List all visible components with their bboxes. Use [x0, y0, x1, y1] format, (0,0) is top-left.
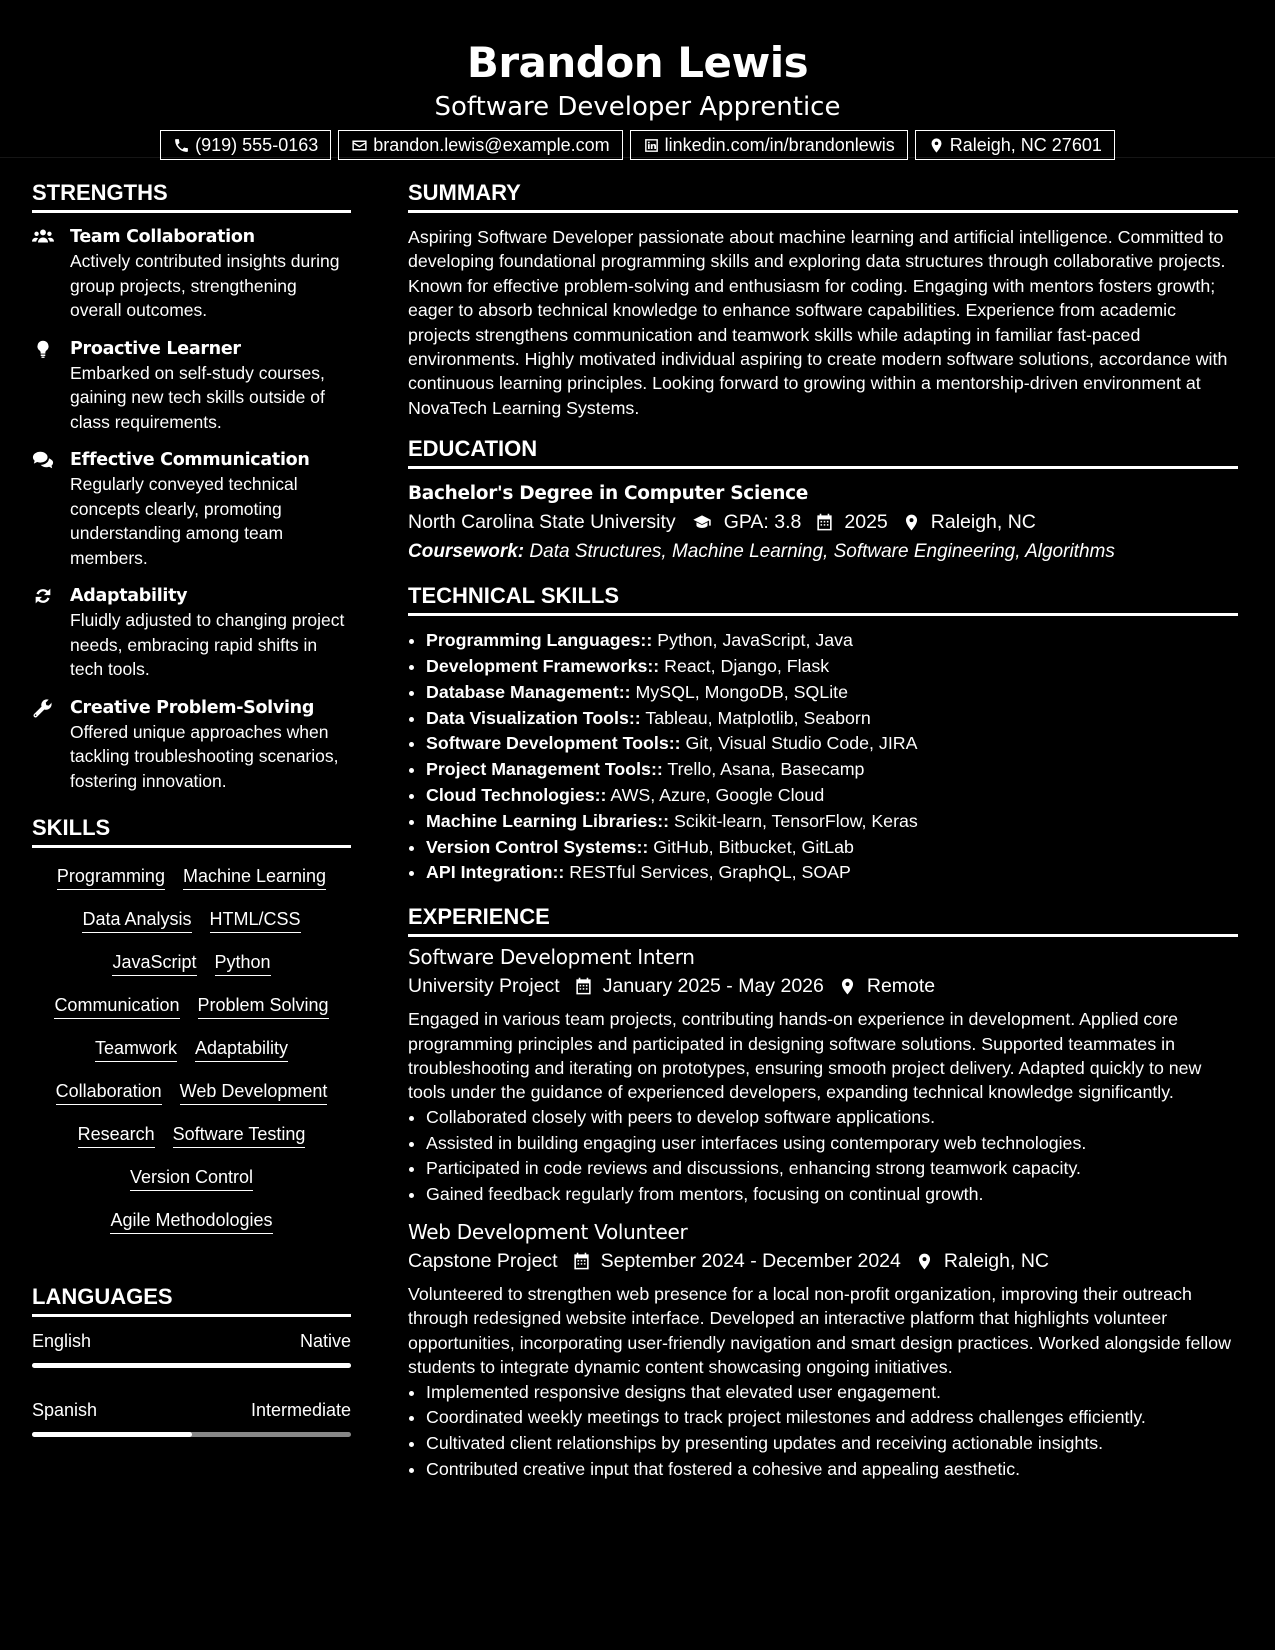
experience-item [408, 943, 1238, 1208]
technical-skills-heading: TECHNICAL SKILLS [408, 583, 1238, 616]
summary-heading: SUMMARY [408, 180, 1238, 213]
skill-tag: Data Analysis [82, 907, 191, 933]
skill-tag: Research [78, 1122, 155, 1148]
contact-bar [0, 130, 1275, 160]
tech-skill-item: • Machine Learning Libraries:: Scikit-learn, TensorFlow, Keras [426, 809, 1238, 835]
job-title: Web Development Volunteer [408, 1220, 688, 1245]
language-proficiency-fill [32, 1363, 351, 1368]
sync-icon [32, 586, 54, 606]
experience-item [408, 1218, 1238, 1483]
language-level: Native [299, 1331, 351, 1351]
job-bullets [408, 1105, 1238, 1208]
tech-skill-item: • Version Control Systems:: GitHub, Bitbucket, GitLab [426, 835, 1238, 861]
strength-title: Team Collaboration [70, 227, 255, 247]
language-item [32, 1398, 351, 1437]
strength-item [32, 448, 351, 570]
language-name: English [32, 1331, 92, 1351]
candidate-title: Software Developer Apprentice [434, 92, 841, 122]
left-column [32, 180, 351, 1493]
job-bullet: • Cultivated client relationships by presenting updates and receiving actionable insights. [426, 1431, 1238, 1457]
coursework [408, 537, 1238, 567]
coursework-list: Data Structures, Machine Learning, Software Engineering, Algorithms [529, 541, 1115, 563]
skill-tag: Version Control [130, 1165, 253, 1191]
candidate-name: Brandon Lewis [466, 38, 809, 87]
skill-tag: Programming [57, 864, 165, 890]
strength-item [32, 225, 351, 323]
school-name: North Carolina State University [408, 511, 676, 534]
skill-tag: Problem Solving [198, 993, 329, 1019]
strength-item [32, 584, 351, 682]
languages-heading: LANGUAGES [32, 1284, 351, 1317]
strengths-list [32, 225, 351, 793]
resume-header [0, 0, 1275, 158]
summary-text: Aspiring Software Developer passionate about machine learning and artificial intelligence. Committed to developing foundational programming skills and exploring data structures through collaborative projects. Known for effective problem-solving and enthusiasm for coding. Engaging with mentors fosters growth; eager to absorb technical knowledge to enhance software capabilities. Experience from academic projects strengthens communication and teamwork skills while adapting in familiar fast-paced environments. Highly motivated individual aspiring to create modern software solutions, accordance with continuous learning principles. Looking forward to growing within a mentorship-driven environment at NovaTech Learning Systems. [408, 227, 1228, 418]
job-description: Engaged in various team projects, contributing hands-on experience in development. Applied core programming principles and participated in designing software solutions. Supported teammates in troubleshooting and iterating on prototypes, ensuring smooth project delivery. Adapted quickly to new tools under the guidance of experienced developers, expanding technical knowledge significantly. [408, 1009, 1202, 1103]
language-proficiency-bar [32, 1363, 351, 1368]
job-bullets [408, 1380, 1238, 1483]
job-description: Volunteered to strengthen web presence for a local non-profit organization, improving their outreach through redesigned website interface. Developed an interactive platform that highlights volunteer opportunities, incorporating user-friendly navigation and smart design practices. Worked alongside fellow students to integrate dynamic content showcasing ongoing initiatives. [408, 1284, 1231, 1378]
job-bullet: • Implemented responsive designs that elevated user engagement. [426, 1380, 1238, 1406]
contact-phone[interactable] [160, 130, 331, 160]
job-bullet: • Assisted in building engaging user interfaces using contemporary web technologies. [426, 1131, 1238, 1157]
calendar-icon [574, 977, 593, 996]
language-proficiency-bar [32, 1432, 351, 1437]
job-bullet: • Collaborated closely with peers to develop software applications. [426, 1105, 1238, 1131]
tech-skill-item: • Database Management:: MySQL, MongoDB, SQLite [426, 680, 1238, 706]
contact-linkedin[interactable] [630, 130, 908, 160]
strength-desc: Offered unique approaches when tackling troubleshooting scenarios, fostering innovation. [70, 721, 339, 791]
linkedin-icon [643, 137, 660, 154]
strength-item [32, 696, 351, 794]
skill-tag: Adaptability [195, 1036, 288, 1062]
skill-tag: HTML/CSS [210, 907, 301, 933]
strength-title: Effective Communication [70, 450, 310, 470]
skills-list [32, 860, 351, 1234]
tech-skill-item: • Programming Languages:: Python, JavaScript, Java [426, 628, 1238, 654]
job-org: Capstone Project [408, 1250, 558, 1273]
skill-tag: Web Development [180, 1079, 328, 1105]
right-column [408, 180, 1238, 1493]
coursework-label: Coursework: [408, 541, 525, 563]
strength-item [32, 337, 351, 435]
skill-tag: Software Testing [173, 1122, 306, 1148]
skill-tag: Communication [54, 993, 179, 1019]
language-level: Intermediate [250, 1400, 351, 1420]
users-icon [32, 227, 54, 247]
strength-title: Adaptability [70, 586, 188, 606]
calendar-icon [572, 1252, 591, 1271]
map-pin-icon [928, 137, 945, 154]
phone-icon [173, 137, 190, 154]
graduation-cap-icon [690, 513, 714, 532]
strengths-heading: STRENGTHS [32, 180, 351, 213]
job-meta [408, 1246, 1238, 1276]
tech-skill-item: • Project Management Tools:: Trello, Asana, Basecamp [426, 757, 1238, 783]
language-name: Spanish [32, 1400, 98, 1420]
job-bullet: • Contributed creative input that fostered a cohesive and appealing aesthetic. [426, 1457, 1238, 1483]
education-heading: EDUCATION [408, 436, 1238, 469]
tech-skill-item: • Data Visualization Tools:: Tableau, Matplotlib, Seaborn [426, 706, 1238, 732]
tech-skill-item: • Development Frameworks:: React, Django, Flask [426, 654, 1238, 680]
job-bullet: • Gained feedback regularly from mentors, focusing on continual growth. [426, 1182, 1238, 1208]
contact-location[interactable] [915, 130, 1115, 160]
map-pin-icon [838, 977, 857, 996]
skills-heading: SKILLS [32, 815, 351, 848]
skill-tag: Collaboration [56, 1079, 162, 1105]
tech-skill-item: • Software Development Tools:: Git, Visual Studio Code, JIRA [426, 731, 1238, 757]
language-item [32, 1329, 351, 1368]
lightbulb-icon [32, 339, 54, 359]
contact-linkedin-text: linkedin.com/in/brandonlewis [664, 134, 895, 155]
tech-skill-item: • API Integration:: RESTful Services, GraphQL, SOAP [426, 860, 1238, 886]
experience-heading: EXPERIENCE [408, 904, 1238, 937]
language-proficiency-fill [32, 1432, 192, 1437]
job-dates: January 2025 - May 2026 [602, 975, 824, 998]
degree-title: Bachelor's Degree in Computer Science [408, 483, 809, 505]
contact-email-text: brandon.lewis@example.com [373, 134, 610, 155]
job-dates: September 2024 - December 2024 [600, 1250, 901, 1273]
education-location: Raleigh, NC [930, 511, 1036, 534]
gpa: GPA: 3.8 [723, 511, 802, 534]
skill-tag: Python [215, 950, 271, 976]
job-bullet: • Participated in code reviews and discussions, enhancing strong teamwork capacity. [426, 1156, 1238, 1182]
job-location: Remote [866, 975, 936, 998]
tech-skill-item: • Cloud Technologies:: AWS, Azure, Google Cloud [426, 783, 1238, 809]
contact-location-text: Raleigh, NC 27601 [949, 134, 1102, 155]
skill-tag: Agile Methodologies [110, 1208, 272, 1234]
job-title: Software Development Intern [408, 945, 695, 970]
map-pin-icon [902, 513, 921, 532]
strength-desc: Fluidly adjusted to changing project needs, embracing rapid shifts in tech tools. [70, 610, 345, 679]
job-meta [408, 971, 1238, 1001]
strength-title: Proactive Learner [70, 338, 241, 359]
wrench-icon [32, 698, 54, 718]
calendar-icon [815, 513, 834, 532]
strength-desc: Actively contributed insights during group projects, strengthening overall outcomes. [70, 251, 340, 320]
technical-skills-list [408, 628, 1238, 886]
job-location: Raleigh, NC [943, 1250, 1049, 1273]
envelope-icon [351, 137, 368, 154]
comments-icon [32, 450, 54, 470]
skill-tag: JavaScript [112, 950, 196, 976]
contact-phone-text: (919) 555-0163 [195, 134, 319, 155]
contact-email[interactable] [338, 130, 622, 160]
job-bullet: • Coordinated weekly meetings to track project milestones and address challenges efficiently. [426, 1405, 1238, 1431]
education-meta [408, 507, 1238, 537]
map-pin-icon [915, 1252, 934, 1271]
job-org: University Project [408, 975, 560, 998]
skill-tag: Teamwork [95, 1036, 177, 1062]
graduation-year: 2025 [844, 511, 888, 534]
resume-body [0, 158, 1275, 1493]
skill-tag: Machine Learning [183, 864, 326, 890]
strength-desc: Regularly conveyed technical concepts clearly, promoting understanding among team members. [70, 474, 298, 568]
strength-title: Creative Problem-Solving [70, 697, 315, 718]
strength-desc: Embarked on self-study courses, gaining new tech skills outside of class requirements. [70, 362, 325, 432]
